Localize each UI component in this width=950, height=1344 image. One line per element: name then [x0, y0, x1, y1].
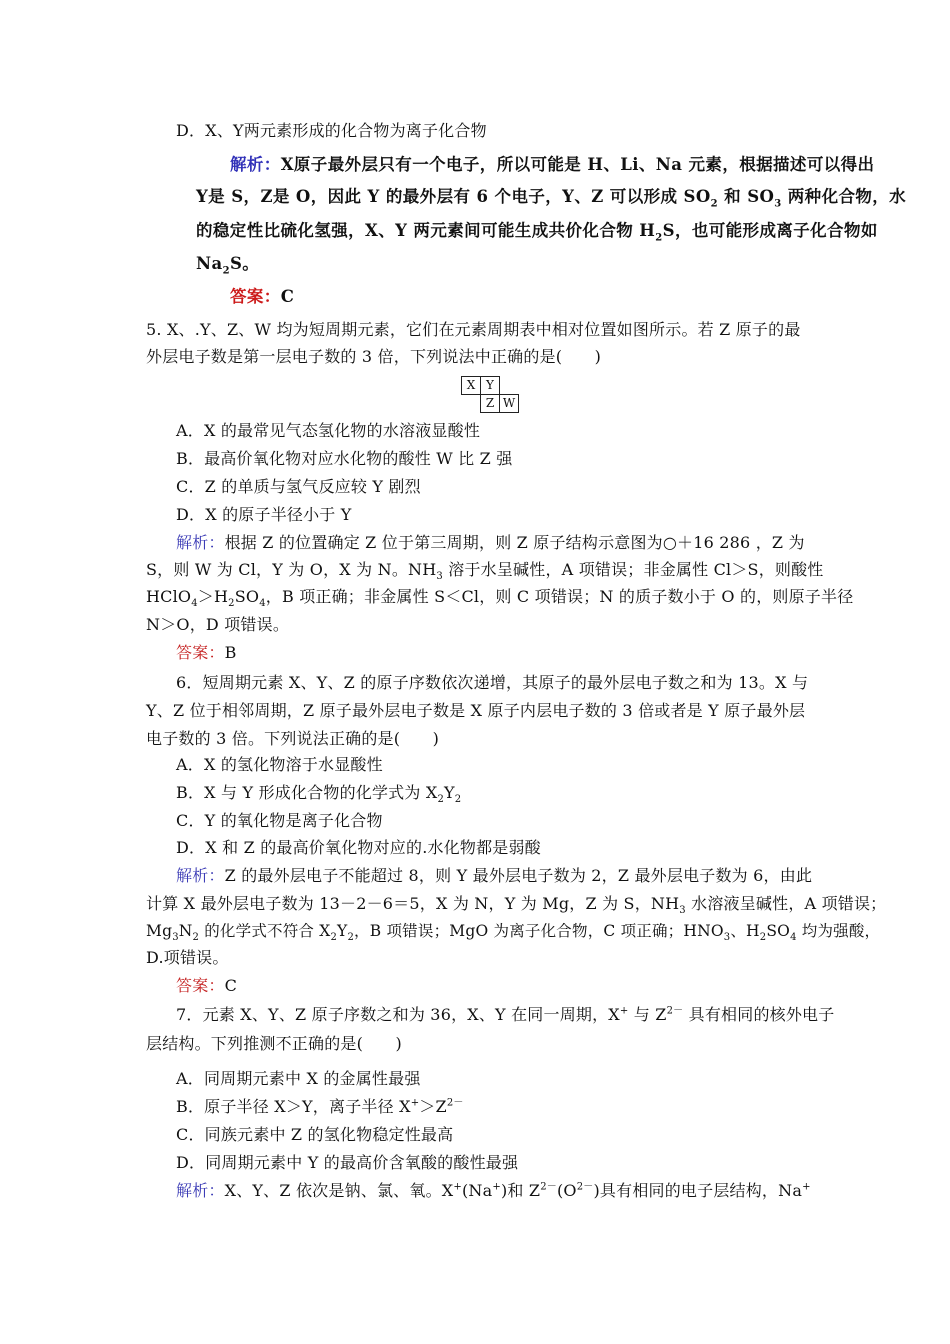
q5-option-a: A．X 的最常见气态氢化物的水溶液显酸性: [176, 421, 481, 440]
q7-stem-line1: 7．元素 X、Y、Z 原子序数之和为 36，X、Y 在同一周期，X+ 与 $Z^{2-}$ 具有相同的核外电子: [176, 1005, 835, 1024]
q7-analysis-label: 解析：: [176, 1181, 225, 1200]
q5-answer: 答案：B: [176, 643, 237, 662]
q6-answer: 答案：C: [176, 976, 238, 995]
grid-cell-x: X: [461, 376, 481, 395]
q5-periodic-grid: [461, 376, 521, 414]
q6-stem-line1: 6．短周期元素 X、Y、Z 的原子序数依次递增，其原子的最外层电子数之和为 13。X 与: [176, 673, 809, 692]
q4-answer-label: 答案：: [230, 287, 281, 306]
q7-analysis-line1: 解析：X、Y、Z 依次是钠、氯、氧。X+(Na+)和 $Z^{2-}(O^{2-})$具有相同的电子层结构，Na+: [176, 1181, 811, 1200]
q6-analysis-line1: 解析：Z 的最外层电子不能超过 8，则 Y 最外层电子数为 2，Z 最外层电子数为 6，由此: [176, 866, 813, 885]
q6-option-b: B．X 与 Y 形成化合物的化学式为 $X_2Y_2$: [176, 783, 462, 806]
q6-option-c: C．Y 的氧化物是离子化合物: [176, 811, 383, 830]
q5-option-b: B．最高价氧化物对应水化物的酸性 W 比 Z 强: [176, 449, 513, 468]
q5-analysis-line1: 解析：根据 Z 的位置确定 Z 位于第三周期，则 Z 原子结构示意图为○＋16 286 ，Z 为: [176, 533, 805, 552]
q4-analysis-line1: 解析：X原子最外层只有一个电子，所以可能是 H、Li、Na 元素，根据描述可以得出: [230, 155, 875, 174]
q5-option-c: C．Z 的单质与氢气反应较 Y 剧烈: [176, 477, 421, 496]
q5-stem-line2: 外层电子数是第一层电子数的 3 倍，下列说法中正确的是( ): [146, 347, 602, 366]
grid-cell-w: W: [499, 394, 519, 413]
q7-stem-line2: 层结构。下列推测不正确的是( ): [146, 1034, 402, 1053]
q5-stem-line1: 5. X、.Y、Z、W 均为短周期元素，它们在元素周期表中相对位置如图所示。若 Z 原子的最: [146, 320, 801, 339]
q4-option-d: D．X、Y两元素形成的化合物为离子化合物: [176, 121, 487, 140]
grid-cell-y: Y: [480, 376, 500, 395]
q5-answer-label: 答案：: [176, 643, 225, 662]
q6-option-d: D．X 和 Z 的最高价氧化物对应的.水化物都是弱酸: [176, 838, 541, 857]
q7-option-a: A．同周期元素中 X 的金属性最强: [176, 1069, 421, 1088]
q4-analysis-label: 解析：: [230, 155, 281, 174]
q6-option-a: A．X 的氢化物溶于水显酸性: [176, 755, 383, 774]
q7-option-d: D．同周期元素中 Y 的最高价含氧酸的酸性最强: [176, 1153, 519, 1172]
q4-answer: 答案：C: [230, 287, 295, 306]
q6-analysis-line2: 计算 X 最外层电子数为 13－2－6＝5，X 为 N，Y 为 Mg，Z 为 S，$NH_3$ 水溶液呈碱性，A 项错误；: [146, 894, 887, 917]
q4-analysis-line4: $Na_2S$。: [196, 254, 260, 277]
q4-analysis-line3: 的稳定性比硫化氢强，X、Y 两元素间可能生成共价化合物 $H_2S$，也可能形成离子化合物如: [196, 221, 878, 244]
q6-stem-line2: Y、Z 位于相邻周期，Z 原子最外层电子数是 X 原子内层电子数的 3 倍或者是 Y 原子最外层: [146, 701, 806, 720]
q6-analysis-line3: $Mg_3N_2$ 的化学式不符合 $X_2Y_2$，B 项错误；MgO 为离子化合物，C 项正确；$HNO_3$、$H_2SO_4$ 均为强酸，: [146, 922, 881, 944]
q5-analysis-label: 解析：: [176, 533, 225, 552]
q6-analysis-label: 解析：: [176, 866, 225, 885]
q6-analysis-line4: D.项错误。: [146, 948, 229, 967]
q5-analysis-line2: S，则 W 为 Cl，Y 为 O，X 为 N。$NH_3$ 溶于水呈碱性，A 项错误；非金属性 Cl＞S，则酸性: [146, 560, 824, 583]
q6-answer-label: 答案：: [176, 976, 225, 995]
grid-cell-z: Z: [480, 394, 500, 413]
q7-option-c: C．同族元素中 Z 的氢化物稳定性最高: [176, 1125, 454, 1144]
q6-stem-line3: 电子数的 3 倍。下列说法正确的是( ): [146, 729, 440, 748]
q7-option-b: B．原子半径 X＞Y，离子半径 $X^+>Z^{2-}$: [176, 1097, 464, 1116]
q5-analysis-line4: N＞O，D 项错误。: [146, 615, 290, 634]
q5-option-d: D．X 的原子半径小于 Y: [176, 505, 352, 524]
q4-analysis-line2: Y是 S，Z是 O，因此 Y 的最外层有 6 个电子，Y、Z 可以形成 $SO_2$ 和 $SO_3$ 两种化合物，水: [196, 187, 907, 210]
q5-analysis-line3: $HClO_4>H_2SO_4$，B 项正确；非金属性 S＜Cl，则 C 项错误；N 的质子数小于 O 的，则原子半径: [146, 587, 854, 610]
